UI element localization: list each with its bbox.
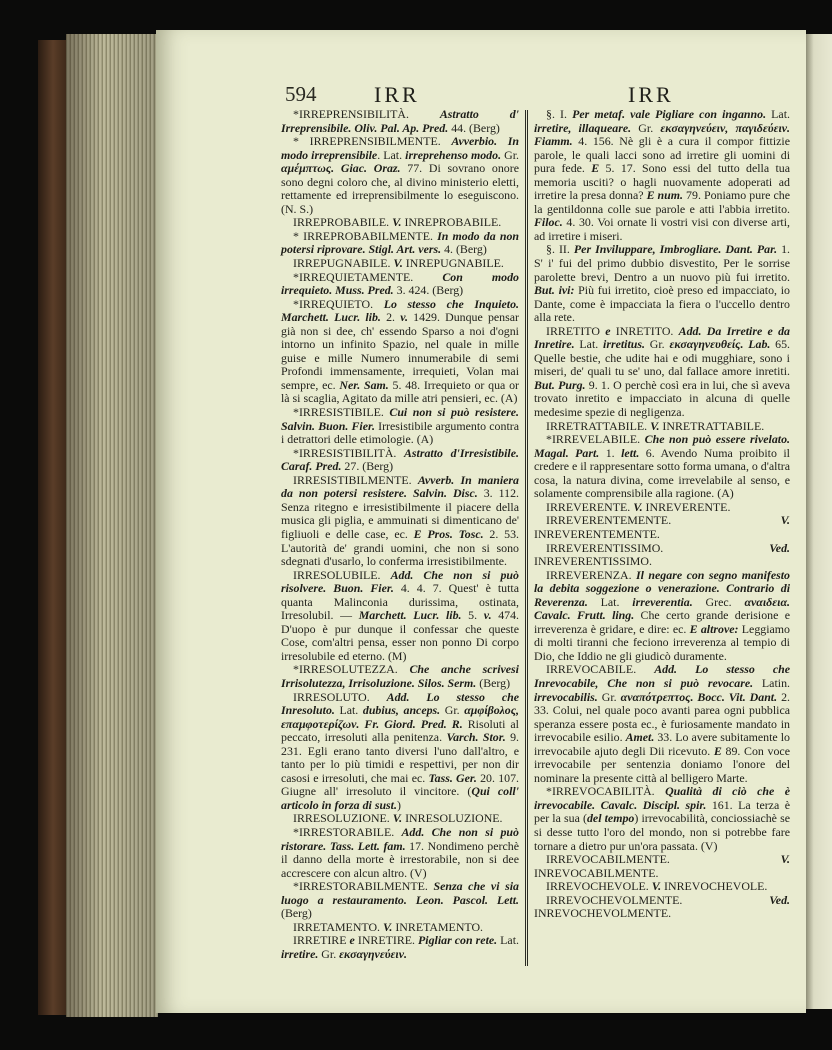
- entry-text: 6. Avendo Numa proibito il credere e il rappresentare sotto forma umana, o d'altra cosa, la natura divina, come irrevelabile al senso, e solamente comprensibile alla ragione. (A): [534, 445, 791, 501]
- entry-text: *IRREQUIETO.: [293, 296, 384, 311]
- italic-text: Per metaf. vale Pigliare con inganno.: [572, 107, 767, 121]
- entry-text: 3. 112. Senza ritegno e irresistibilmente il piacere della musica gli piglia, e ammuinati si dimenticano de' figliuoli e delle case, ec.: [281, 486, 519, 541]
- italic-text: αναπότρεπτος. Bocc. Vit. Dant.: [620, 689, 778, 704]
- italic-text: Ved.: [769, 540, 790, 555]
- entry-text: Gr.: [440, 703, 465, 718]
- italic-text: Qualità di ciò che è irrevocabile. Cavalc. Discipl. spir.: [534, 784, 790, 812]
- entry-text: 1429. Dunque pensar già non si dee, ch' essendo Sparso a noi d'ogni intorno un infinito Spazio, nel quale in mille guise e mille Numero innumerabile di semi Profondi immensamente, irrequieti, Volan mai sempre, ec.: [281, 310, 519, 392]
- entry-text: INREPUGNABILE.: [402, 256, 504, 271]
- entry-text: §. II.: [546, 242, 574, 257]
- italic-text: αναιδεια. Cavalc. Frutt. ling.: [534, 594, 790, 623]
- italic-text: E: [591, 161, 600, 176]
- entry-text: 33. Lo avere subitamente lo irrevocabile ajuto degli Dii ricevuto.: [534, 730, 790, 758]
- column-divider: [525, 110, 528, 966]
- entry-text: IRRESOLUTO.: [293, 689, 387, 704]
- dictionary-entry: [281, 135, 519, 216]
- entry-text: 5. 48. Irrequieto or qua or là si scaglia, Agitato da mille atri pensieri, ec. (A): [281, 377, 519, 406]
- italic-text: irreverentia.: [632, 594, 693, 609]
- dictionary-entry: [281, 934, 519, 961]
- entry-text: *IRRESISTIBILE.: [293, 405, 390, 420]
- italic-text: αμέμπτως. Giac. Oraz.: [281, 161, 401, 176]
- entry-text: IRRETIRE: [293, 933, 350, 948]
- entry-text: *IRREVOCABILITÀ.: [546, 784, 666, 799]
- italic-text: Ner. Sam.: [339, 377, 389, 392]
- italic-text: Per Inviluppare, Imbrogliare. Dant. Par.: [573, 242, 778, 257]
- italic-text: del tempo: [586, 811, 635, 826]
- entry-text: * IRREPRENSIBILMENTE.: [293, 134, 452, 149]
- right-column: [534, 108, 790, 921]
- dictionary-entry: [281, 257, 519, 271]
- entry-text: *IRREQUIETAMENTE.: [293, 269, 443, 284]
- italic-text: Add. Lo stesso che Inrevocabile, Che non si può revocare.: [534, 662, 791, 690]
- entry-text: IRREVOCHEVOLMENTE.: [546, 892, 770, 907]
- italic-text: V.: [392, 215, 402, 230]
- entry-text: 1.: [599, 445, 622, 460]
- dictionary-entry: [534, 542, 790, 569]
- italic-text: Che non può essere rivelato. Magal. Part.: [534, 432, 791, 460]
- entry-text: IRREPUGNABILE.: [293, 256, 394, 271]
- entry-text: 27. (Berg): [341, 459, 394, 474]
- italic-text: αμφίβολος, επαμφοτερίζων. Fr. Giord. Pred. R.: [281, 703, 519, 731]
- entry-text: IRREVOCABILE.: [546, 662, 655, 677]
- italic-text: Avverbio. In modo irreprensibile: [281, 134, 519, 162]
- entry-text: Più fui irretito, cioè preso ed impacciato, io Dante, come è impacciata la fiera o l'uccello dentro alla rete.: [534, 283, 790, 325]
- dictionary-entry: [281, 298, 519, 406]
- entry-text: Gr.: [318, 946, 340, 961]
- entry-text: 2. 53. L'autorità de' grandi uomini, che non si sono sdegnati d'usarlo, lo conferma irresistibilmente.: [281, 526, 520, 569]
- entry-text: IRREVERENTE.: [546, 499, 634, 514]
- entry-text: (Berg): [281, 906, 312, 921]
- entry-text: IRREVOCHEVOLE.: [546, 879, 652, 894]
- italic-text: dubius, anceps.: [362, 703, 441, 718]
- italic-text: εκσαγηνεύειν.: [339, 946, 407, 961]
- entry-text: *IRREPRENSIBILITÀ.: [293, 107, 440, 121]
- italic-text: E: [713, 743, 722, 758]
- entry-text: Gr.: [631, 120, 661, 135]
- entry-text: IRREPROBABILE.: [293, 215, 393, 230]
- italic-text: But. Purg.: [534, 377, 586, 392]
- italic-text: V.: [650, 418, 660, 433]
- dictionary-entry: [281, 826, 519, 880]
- italic-text: V.: [393, 256, 403, 271]
- italic-text: irretire, illaqueare.: [534, 120, 632, 135]
- entry-text: IRRETAMENTO.: [293, 919, 383, 934]
- italic-text: irretitus.: [603, 337, 645, 352]
- entry-text: IRRESOLUZIONE.: [293, 811, 393, 826]
- dictionary-entry: [534, 785, 790, 853]
- dictionary-entry: [281, 812, 519, 826]
- entry-text: Lat.: [497, 933, 519, 948]
- dictionary-entry: [281, 216, 519, 230]
- entry-text: IRRESISTIBILMENTE.: [293, 472, 418, 487]
- entry-text: Gr.: [597, 689, 621, 704]
- entry-text: INRETRATTABILE.: [659, 418, 765, 433]
- italic-text: Che anche scrivesi Irrisolutezza, Irrisoluzione. Silos. Serm.: [281, 662, 519, 690]
- italic-text: Avverb. In maniera da non potersi resistere. Salvin. Disc.: [281, 472, 519, 501]
- entry-text: (Berg): [476, 675, 511, 690]
- italic-text: V.: [383, 919, 393, 934]
- dictionary-entry: [281, 880, 519, 921]
- entry-text: Che certo grande derisione e irreverenza è gridare, e dire: ec.: [534, 608, 790, 636]
- entry-text: IRREVERENTEMENTE.: [546, 513, 781, 528]
- entry-text: *IRRESOLUTEZZA.: [293, 662, 410, 677]
- entry-text: 1. S' i' fui del primo dubbio disvestito, Per le sorrise parolette brevi, Dentro a un nuovo più fui irretito.: [534, 242, 791, 284]
- italic-text: V.: [780, 852, 790, 867]
- book-page: [156, 30, 806, 1013]
- entry-text: . Lat.: [377, 147, 406, 162]
- entry-text: 89. Con voce irrevocabile per sentenzia doniamo l'onore del nominare la presente città al belligero Marte.: [534, 743, 790, 785]
- italic-text: V.: [633, 499, 643, 514]
- italic-text: Ved.: [769, 892, 790, 907]
- entry-text: ) irrevocabilità, conciossiachè se si desse tutto l'oro del mondo, non si potrebbe fare tornare a dietro pur un'ora passata. (V): [534, 811, 790, 853]
- entry-text: 4. 4. 7. Quest' è tutta quanta Malinconia durissima, ostinata, Irresolubil. —: [281, 581, 520, 623]
- entry-text: INREVOCHEVOLE.: [661, 879, 768, 894]
- italic-text: Astratto d'Irresistibile. Caraf. Pred.: [281, 445, 519, 474]
- entry-text: 2. 33. Colui, nel quale poco avanti parea ogni pubblica speranza essere posta ec., è furiosamente mandato in irrevocabile esilio.: [534, 689, 791, 745]
- entry-text: IRREVERENZA.: [546, 567, 637, 582]
- entry-text: INRETIRE.: [354, 933, 419, 948]
- dictionary-entry: [534, 420, 790, 434]
- entry-text: INRETAMENTO.: [392, 919, 484, 934]
- entry-text: 4. (Berg): [441, 242, 487, 257]
- running-head-left: IRR: [374, 82, 420, 107]
- entry-text: Leggiamo di molti tiranni che feciono irreverenza al tempio di Dio, che Iddio ne gli giudicò duramente.: [534, 621, 791, 663]
- entry-text: IRRETITO: [546, 323, 606, 338]
- dictionary-entry: [281, 474, 519, 569]
- entry-text: Grec.: [692, 594, 745, 609]
- italic-text: Marchett. Lucr. lib.: [358, 608, 462, 623]
- dictionary-entry: [534, 433, 790, 501]
- italic-text: In modo da non potersi riprovare. Stigl. Art. vers.: [281, 228, 520, 257]
- italic-text: Astratto d' Irreprensibile. Oliv. Pal. Ap. Pred.: [281, 107, 519, 135]
- entry-text: INREVERENTE.: [642, 499, 731, 514]
- entry-text: Lat.: [587, 594, 633, 609]
- italic-text: irrevocabilis.: [534, 689, 598, 704]
- italic-text: irretire.: [281, 946, 319, 961]
- italic-text: Filoc.: [534, 215, 563, 230]
- dictionary-entry: [534, 514, 790, 541]
- entry-text: Gr.: [645, 337, 670, 352]
- italic-text: Amet.: [625, 730, 655, 745]
- page-stack: [66, 34, 158, 1017]
- entry-text: 4. 156. Nè gli è a cura il compor fittizie parole, le quali lacci sono ad irretire gli uomini di pura fede.: [534, 134, 790, 176]
- entry-text: * IRREPROBABILMENTE.: [293, 228, 438, 243]
- entry-text: INREVOCHEVOLMENTE.: [534, 906, 672, 921]
- dictionary-entry: [281, 569, 519, 664]
- entry-text: 4. 30. Voi ornate li vostri visi con diverse arti, ad irretire i miseri.: [534, 215, 790, 243]
- italic-text: v.: [400, 310, 408, 325]
- dictionary-entry: [534, 501, 790, 515]
- italic-text: irreprehenso modo.: [405, 147, 502, 162]
- entry-text: IRRETRATTABILE.: [546, 418, 651, 433]
- entry-text: Lat.: [334, 703, 363, 718]
- entry-text: §. I.: [546, 107, 573, 121]
- entry-text: 9. 1. O perchè così era in lui, che sì aveva trovato inretito e impacciato in alcuna di quelle medesime spezie di negligenza.: [534, 377, 790, 420]
- book-cover-edge: [38, 40, 68, 1015]
- dictionary-entry: [534, 569, 790, 664]
- entry-text: 17. Nondimeno perchè il danno della morte è irrestorabile, non si dee accrescere con alcun altro. (V): [281, 838, 519, 880]
- dictionary-entry: [281, 271, 519, 298]
- entry-text: 44. (Berg): [448, 120, 500, 135]
- entry-text: 5.: [461, 608, 484, 623]
- entry-text: Risoluti al peccato, irresoluti alla penitenza.: [281, 716, 519, 745]
- entry-text: *IRRESTORABILE.: [293, 824, 402, 839]
- dictionary-entry: [534, 894, 790, 921]
- dictionary-entry: [281, 230, 519, 257]
- dictionary-entry: [534, 663, 790, 785]
- entry-text: 65. Quelle bestie, che udite hai e odi mugghiare, sono i miseri, de' quali tu se' uno, dal fallace amore inretiti.: [534, 337, 791, 379]
- entry-text: Irresistibile argumento contra i detrattori delle etimologie. (A): [281, 418, 519, 447]
- italic-text: Il negare con segno manifesto la debita soggezione o venerazione. Contrario di Reverenza.: [534, 567, 790, 609]
- entry-text: ): [396, 797, 401, 812]
- italic-text: Lo stesso che Inquieto. Marchett. Lucr. lib.: [281, 296, 519, 325]
- entry-text: INREVOCABILMENTE.: [534, 865, 659, 880]
- italic-text: V.: [780, 513, 790, 528]
- italic-text: εκσαγηνευθείς. Lab.: [669, 337, 771, 352]
- dictionary-entry: [281, 921, 519, 935]
- entry-text: INRESOLUZIONE.: [402, 811, 503, 826]
- dictionary-entry: [534, 243, 790, 324]
- entry-text: *IRRESISTIBILITÀ.: [293, 445, 404, 460]
- dictionary-entry: [534, 325, 790, 420]
- entry-text: 9. 231. Egli erano tanto diversi l'uno dall'altro, e tanto per lo più timidi e respettivi, per non dir casosi e irresoluti, che mai ec.: [281, 730, 520, 785]
- entry-text: Gr.: [501, 147, 519, 162]
- italic-text: e: [349, 933, 355, 948]
- entry-text: 3. 424. (Berg): [393, 283, 464, 298]
- italic-text: Cui non si può resistere. Salvin. Buon. Fier.: [281, 405, 519, 433]
- entry-text: 2.: [380, 310, 401, 325]
- italic-text: Qui coll' articolo in forza di sust.: [281, 784, 519, 812]
- entry-text: Lat.: [574, 337, 604, 352]
- dictionary-entry: [281, 108, 519, 135]
- left-column: [281, 108, 519, 961]
- entry-text: IRREVERENTISSIMO.: [546, 540, 770, 555]
- dictionary-entry: [534, 853, 790, 880]
- italic-text: E Pros. Tosc.: [413, 526, 484, 541]
- entry-text: 79. Poniamo pure che la gentildonna colle sue parole e atti l'abbia irretito.: [534, 188, 790, 216]
- dictionary-entry: [534, 880, 790, 894]
- italic-text: V.: [651, 879, 662, 894]
- dictionary-entry: [281, 691, 519, 813]
- dictionary-entry: [281, 406, 519, 447]
- entry-text: IRREVOCABILMENTE.: [546, 852, 781, 867]
- entry-text: IRRESOLUBILE.: [293, 567, 391, 582]
- italic-text: Add. Che non si può ristorare. Tass. Lett. fam.: [281, 824, 519, 853]
- entry-text: Lat.: [766, 107, 790, 121]
- italic-text: Tass. Ger.: [428, 770, 477, 785]
- italic-text: v.: [483, 608, 492, 623]
- italic-text: V.: [392, 811, 403, 826]
- italic-text: E altrove:: [689, 621, 739, 636]
- dictionary-entry: [281, 663, 519, 690]
- entry-text: *IRRESTORABILMENTE.: [293, 879, 434, 894]
- entry-text: INREVERENTEMENTE.: [534, 526, 660, 541]
- entry-text: INREVERENTISSIMO.: [534, 554, 652, 569]
- entry-text: 474. D'uopo è pur dunque il confessar che queste Cose, com'altri pensa, esser non ponno Di corpo irresolubile ed eterno. (M): [281, 608, 520, 663]
- entry-text: 20. 107. Giugne all' irresoluto il vincitore. (: [281, 770, 520, 799]
- dictionary-entry: [534, 108, 790, 243]
- entry-text: Latin.: [753, 675, 790, 690]
- italic-text: Con modo irrequieto. Muss. Pred.: [281, 269, 519, 298]
- entry-text: 77. Di sovrano onore sono degni coloro che, al divino ministerio eletti, rettamente ed irreprensibilmente lo eseguiscono. (N. S.): [281, 161, 519, 216]
- facing-page-edge: [806, 34, 832, 1009]
- italic-text: Senza che vi sia luogo a restauramento. Leon. Pascol. Lett.: [281, 879, 519, 907]
- italic-text: lett.: [621, 445, 640, 460]
- entry-text: 161. La terza è per la sua (: [534, 797, 791, 826]
- entry-text: 5. 17. Sono essi del tutto della tua memoria usciti? o hagli nuovamente adoperati ad irretire la presa donna?: [534, 161, 791, 203]
- italic-text: Add. Da Irretire e da Inretire.: [534, 323, 790, 352]
- page-number: 594: [285, 82, 317, 106]
- italic-text: Pigliar con rete.: [418, 933, 498, 948]
- entry-text: INREPROBABILE.: [401, 215, 502, 230]
- italic-text: Add. Che non si può risolvere. Buon. Fier.: [281, 567, 519, 596]
- italic-text: e: [605, 323, 611, 338]
- entry-text: *IRREVELABILE.: [546, 432, 645, 447]
- italic-text: But. ivi:: [534, 283, 575, 298]
- entry-text: INRETITO.: [610, 323, 679, 338]
- italic-text: E num.: [646, 188, 683, 203]
- dictionary-entry: [281, 447, 519, 474]
- running-head-right: IRR: [628, 82, 674, 107]
- italic-text: εκσαγηνεύειν, παγιδεύειν. Fiamm.: [534, 120, 790, 149]
- italic-text: Varch. Stor.: [446, 730, 506, 745]
- italic-text: Add. Lo stesso che Inresoluto.: [281, 689, 520, 718]
